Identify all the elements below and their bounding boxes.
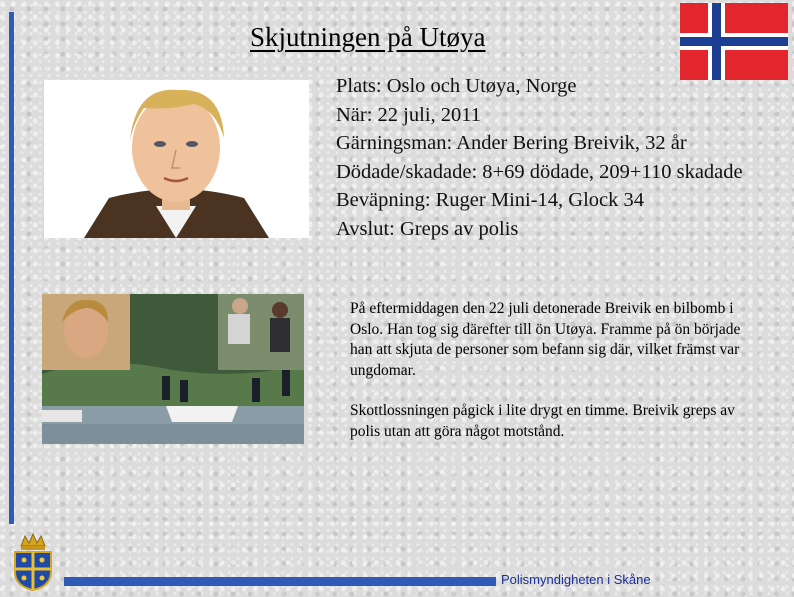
fact-location: Plats: Oslo och Utøya, Norge xyxy=(336,75,577,97)
fact-perpetrator: Gärningsman: Ander Bering Breivik, 32 år xyxy=(336,132,687,155)
left-accent-bar xyxy=(9,12,14,524)
incident-facts-list xyxy=(336,72,743,244)
agency-name: Polismyndigheten i Skåne xyxy=(501,572,651,587)
police-emblem-icon xyxy=(10,532,56,592)
slide-title: Skjutningen på Utøya xyxy=(250,22,486,52)
fact-outcome: Avslut: Greps av polis xyxy=(336,217,519,240)
description-paragraph-1: På eftermiddagen den 22 juli detonerade Breivik en bilbomb i Oslo. Han tog sig därefter till ön Utøya. Framme på ön började han att skjuta de personer som befann sig där, vilket främst var ungdomar. xyxy=(350,300,741,379)
description-paragraph-2: Skottlossningen pågick i lite drygt en timme. Breivik greps av polis utan att göra något motstånd. xyxy=(350,402,735,440)
norway-flag-icon xyxy=(680,3,788,80)
fact-casualties: Dödade/skadade: 8+69 dödade, 209+110 skadade xyxy=(336,160,743,183)
news-collage-photo xyxy=(42,294,304,444)
bottom-accent-bar xyxy=(64,577,496,586)
fact-weapons: Beväpning: Ruger Mini-14, Glock 34 xyxy=(336,189,645,212)
portrait-photo xyxy=(44,80,309,238)
fact-date: När: 22 juli, 2011 xyxy=(336,103,482,126)
